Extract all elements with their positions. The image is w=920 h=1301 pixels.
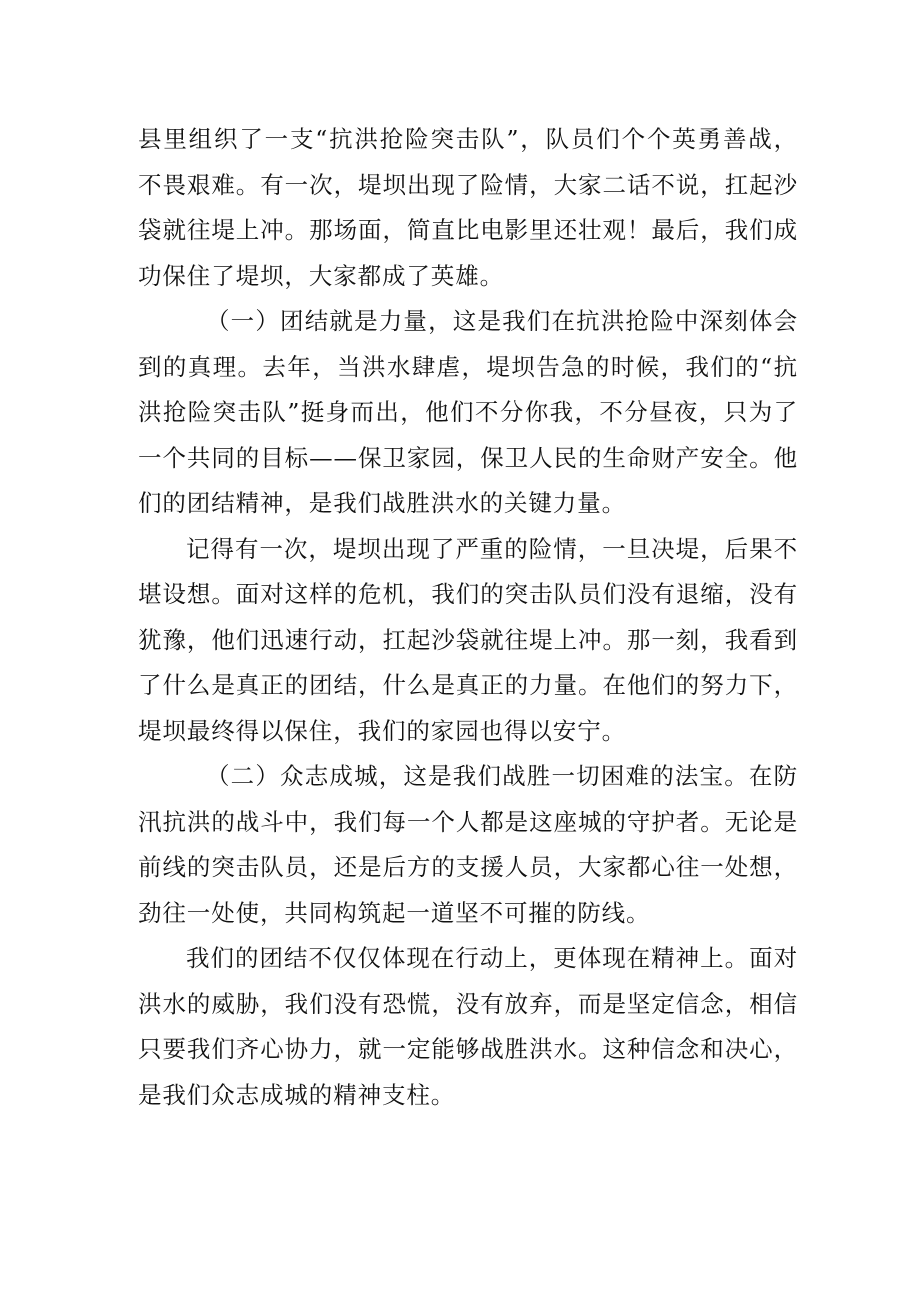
paragraph-unity-spirit: 我们的团结不仅仅体现在行动上，更体现在精神上。面对洪水的威胁，我们没有恐慌，没有放弃，而是坚定信念，相信只要我们齐心协力，就一定能够战胜洪水。这种信念和决心，是我们众志成城的精神支柱。	[138, 944, 798, 1109]
paragraph-section-one: （一）团结就是力量，这是我们在抗洪抢险中深刻体会到的真理。去年，当洪水肆虐，堤坝告急的时候，我们的“抗洪抢险突击队”挺身而出，他们不分你我，不分昼夜，只为了一个共同的目标——保卫家园，保卫人民的生命财产安全。他们的团结精神，是我们战胜洪水的关键力量。	[138, 307, 798, 517]
paragraph-continuation: 县里组织了一支“抗洪抢险突击队”，队员们个个英勇善战，不畏艰难。有一次，堤坝出现了险情，大家二话不说，扛起沙袋就往堤上冲。那场面，简直比电影里还壮观！最后，我们成功保住了堤坝，大家都成了英雄。	[138, 125, 798, 290]
document-body	[138, 117, 798, 1118]
paragraph-flood-danger: 记得有一次，堤坝出现了严重的险情，一旦决堤，后果不堪设想。面对这样的危机，我们的突击队员们没有退缩，没有犹豫，他们迅速行动，扛起沙袋就往堤上冲。那一刻，我看到了什么是真正的团结，什么是真正的力量。在他们的努力下，堤坝最终得以保住，我们的家园也得以安宁。	[138, 534, 798, 745]
paragraph-section-two: （二）众志成城，这是我们战胜一切困难的法宝。在防汛抗洪的战斗中，我们每一个人都是这座城的守护者。无论是前线的突击队员，还是后方的支援人员，大家都心往一处想，劲往一处使，共同构筑起一道坚不可摧的防线。	[138, 762, 798, 927]
